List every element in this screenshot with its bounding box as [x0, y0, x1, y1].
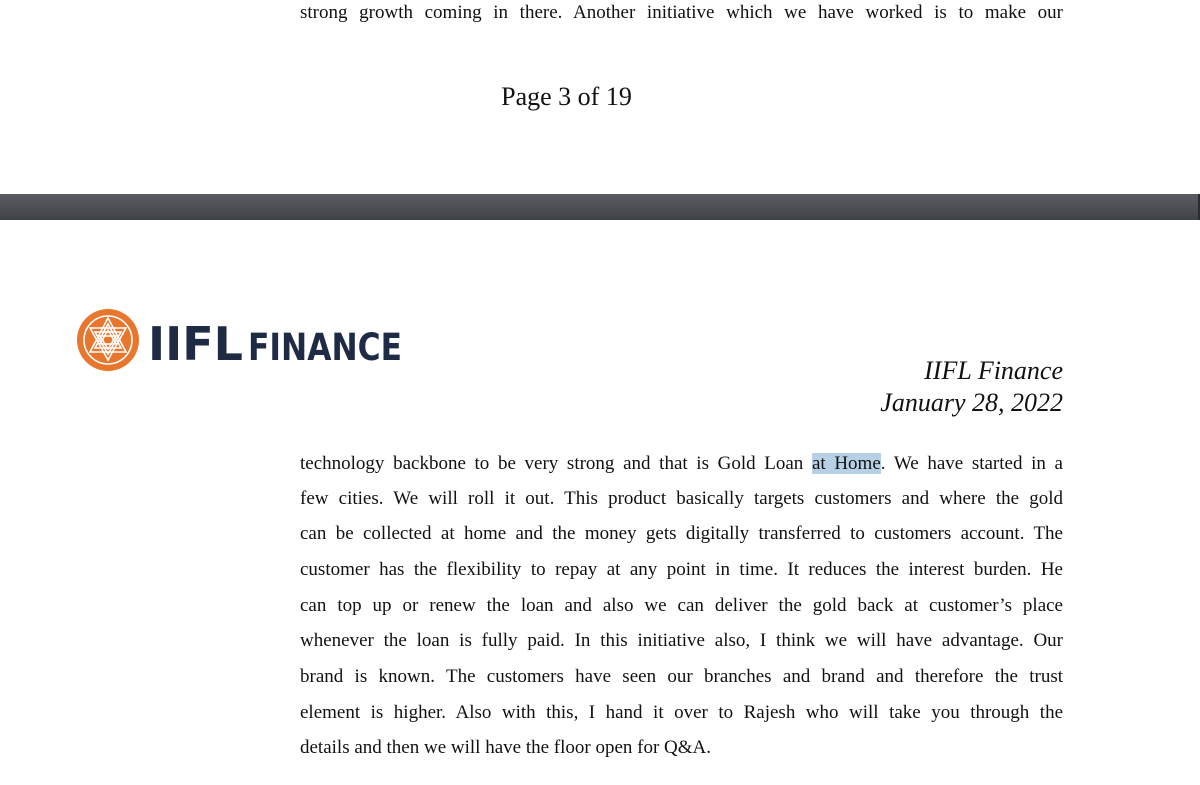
body-line-1-end: . We have started in a [880, 453, 1063, 474]
logo-text-finance: FINANCE [248, 326, 402, 369]
body-line-2: few cities. We will roll it out. This product basically targets customers and where the gold [300, 488, 1063, 509]
body-line-8: element is higher. Also with this, I hand it over to Rajesh who will take you through the [300, 702, 1063, 723]
body-line-6: whenever the loan is fully paid. In this initiative also, I think we will have advantage. Our [300, 630, 1063, 651]
logo-graphic [76, 308, 406, 372]
header-company: IIFL Finance [924, 356, 1063, 385]
page-separator [0, 194, 1200, 220]
body-line-4: customer has the flexibility to repay at any point in time. It reduces the interest burden. He [300, 559, 1063, 580]
body-line-3: can be collected at home and the money gets digitally transferred to customers account. The [300, 523, 1063, 544]
page-number: Page 3 of 19 [501, 82, 632, 111]
previous-page [0, 0, 1200, 194]
body-line-7: brand is known. The customers have seen our branches and brand and therefore the trust [300, 666, 1063, 687]
body-line-1-start: technology backbone to be very strong and that is Gold Loan [300, 453, 812, 474]
body-line-5: can top up or renew the loan and also we can deliver the gold back at customer’s place [300, 595, 1063, 616]
logo-text-iifl: IIFL [148, 317, 243, 371]
body-line-1 [300, 452, 1063, 476]
highlighted-text[interactable]: at Home [811, 453, 881, 474]
body-line-9: details and then we will have the floor open for Q&A. [300, 737, 712, 758]
header-date: January 28, 2022 [880, 388, 1063, 417]
previous-page-last-line: strong growth coming in there. Another initiative which we have worked is to make our [300, 2, 1063, 23]
iifl-finance-logo [76, 308, 406, 372]
